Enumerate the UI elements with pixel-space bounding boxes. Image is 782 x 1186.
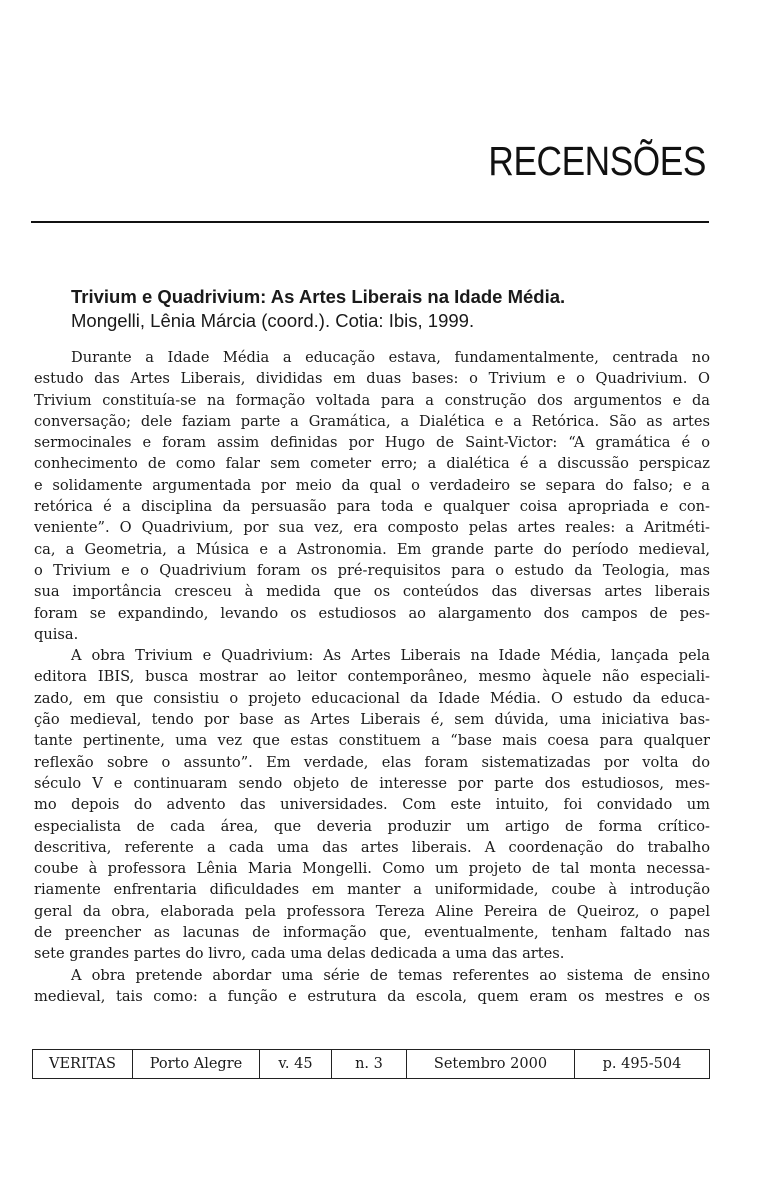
book-title: Trivium e Quadrivium: As Artes Liberais na Idade Média. (71, 286, 566, 307)
text-line: Durante a Idade Média a educação estava, fundamentalmente, centrada no (71, 349, 710, 366)
text-line: conversação; dele faziam parte a Gramática, a Dialética e a Retórica. São as artes (34, 412, 710, 430)
review-body (34, 347, 710, 1007)
text-line: A obra Trivium e Quadrivium: As Artes Liberais na Idade Média, lançada pela (71, 647, 710, 665)
text-line: estudo das Artes Liberais, divididas em duas bases: o Trivium e o Quadrivium. O (34, 370, 710, 388)
text-line: zado, em que consistiu o projeto educacional da Idade Média. O estudo da educa- (34, 689, 710, 707)
text-line: medieval, tais como: a função e estrutura da escola, quem eram os mestres e os (34, 987, 710, 1005)
text-line: A obra pretende abordar uma série de temas referentes ao sistema de ensino (71, 966, 710, 984)
footer-volume: v. 45 (259, 1050, 331, 1078)
text-line: coube à professora Lênia Maria Mongelli. Como um projeto de tal monta necessa- (34, 860, 710, 878)
footer-date: Setembro 2000 (406, 1050, 574, 1078)
text-line: foram se expandindo, levando os estudiosos ao alargamento dos campos de pes- (34, 604, 710, 622)
text-line: tante pertinente, uma vez que estas constituem a “base mais coesa para qualquer (34, 732, 710, 750)
footer-city: Porto Alegre (132, 1050, 259, 1078)
text-line: geral da obra, elaborada pela professora Tereza Aline Pereira de Queiroz, o papel (34, 902, 710, 920)
text-line: veniente”. O Quadrivium, por sua vez, era composto pelas artes reales: a Aritméti- (34, 519, 710, 537)
text-line: século V e continuaram sendo objeto de interesse por parte dos estudiosos, mes- (34, 774, 710, 792)
text-line: descritiva, referente a cada uma das artes liberais. A coordenação do trabalho (34, 838, 710, 856)
text-line: o Trivium e o Quadrivium foram os pré-requisitos para o estudo da Teologia, mas (34, 561, 710, 579)
text-line: reflexão sobre o assunto”. Em verdade, elas foram sistematizadas por volta do (34, 753, 710, 771)
text-line: quisa. (34, 625, 79, 643)
journal-footer (32, 1049, 710, 1079)
text-line: e solidamente argumentada por meio da qual o verdadeiro se separa do falso; e a (34, 476, 710, 494)
text-line: editora IBIS, busca mostrar ao leitor contemporâneo, mesmo àquele não especiali- (34, 668, 710, 686)
footer-journal: VERITAS (32, 1050, 132, 1078)
section-title: RECENSÕES (488, 138, 706, 184)
text-line: ção medieval, tendo por base as Artes Liberais é, sem dúvida, uma iniciativa bas- (34, 711, 710, 729)
text-line: sete grandes partes do livro, cada uma delas dedicada a uma das artes. (34, 945, 565, 963)
text-line: riamente enfrentaria dificuldades em manter a uniformidade, coube à introdução (34, 881, 710, 899)
text-line: sermocinales e foram assim definidas por Hugo de Saint-Victor: “A gramática é o (34, 434, 710, 452)
text-line: sua importância cresceu à medida que os conteúdos das diversas artes liberais (34, 583, 710, 601)
text-line: Trivium constituía-se na formação voltada para a construção dos argumentos e da (34, 391, 710, 409)
text-line: especialista de cada área, que deveria produzir um artigo de forma crítico- (34, 817, 710, 835)
footer-pages: p. 495-504 (574, 1050, 710, 1078)
book-reference: Mongelli, Lênia Márcia (coord.). Cotia: Ibis, 1999. (71, 310, 475, 331)
text-line: mo depois do advento das universidades. Com este intuito, foi convidado um (34, 796, 710, 814)
text-line: retórica é a disciplina da persuasão para toda e qualquer coisa apropriada e con- (34, 498, 710, 516)
text-line: ca, a Geometria, a Música e a Astronomia. Em grande parte do período medieval, (34, 540, 710, 558)
header-rule (31, 221, 709, 223)
footer-number: n. 3 (331, 1050, 406, 1078)
text-line: conhecimento de como falar sem cometer erro; a dialética é a discussão perspicaz (34, 455, 710, 473)
text-line: de preencher as lacunas de informação que, eventualmente, tenham faltado nas (34, 924, 710, 942)
